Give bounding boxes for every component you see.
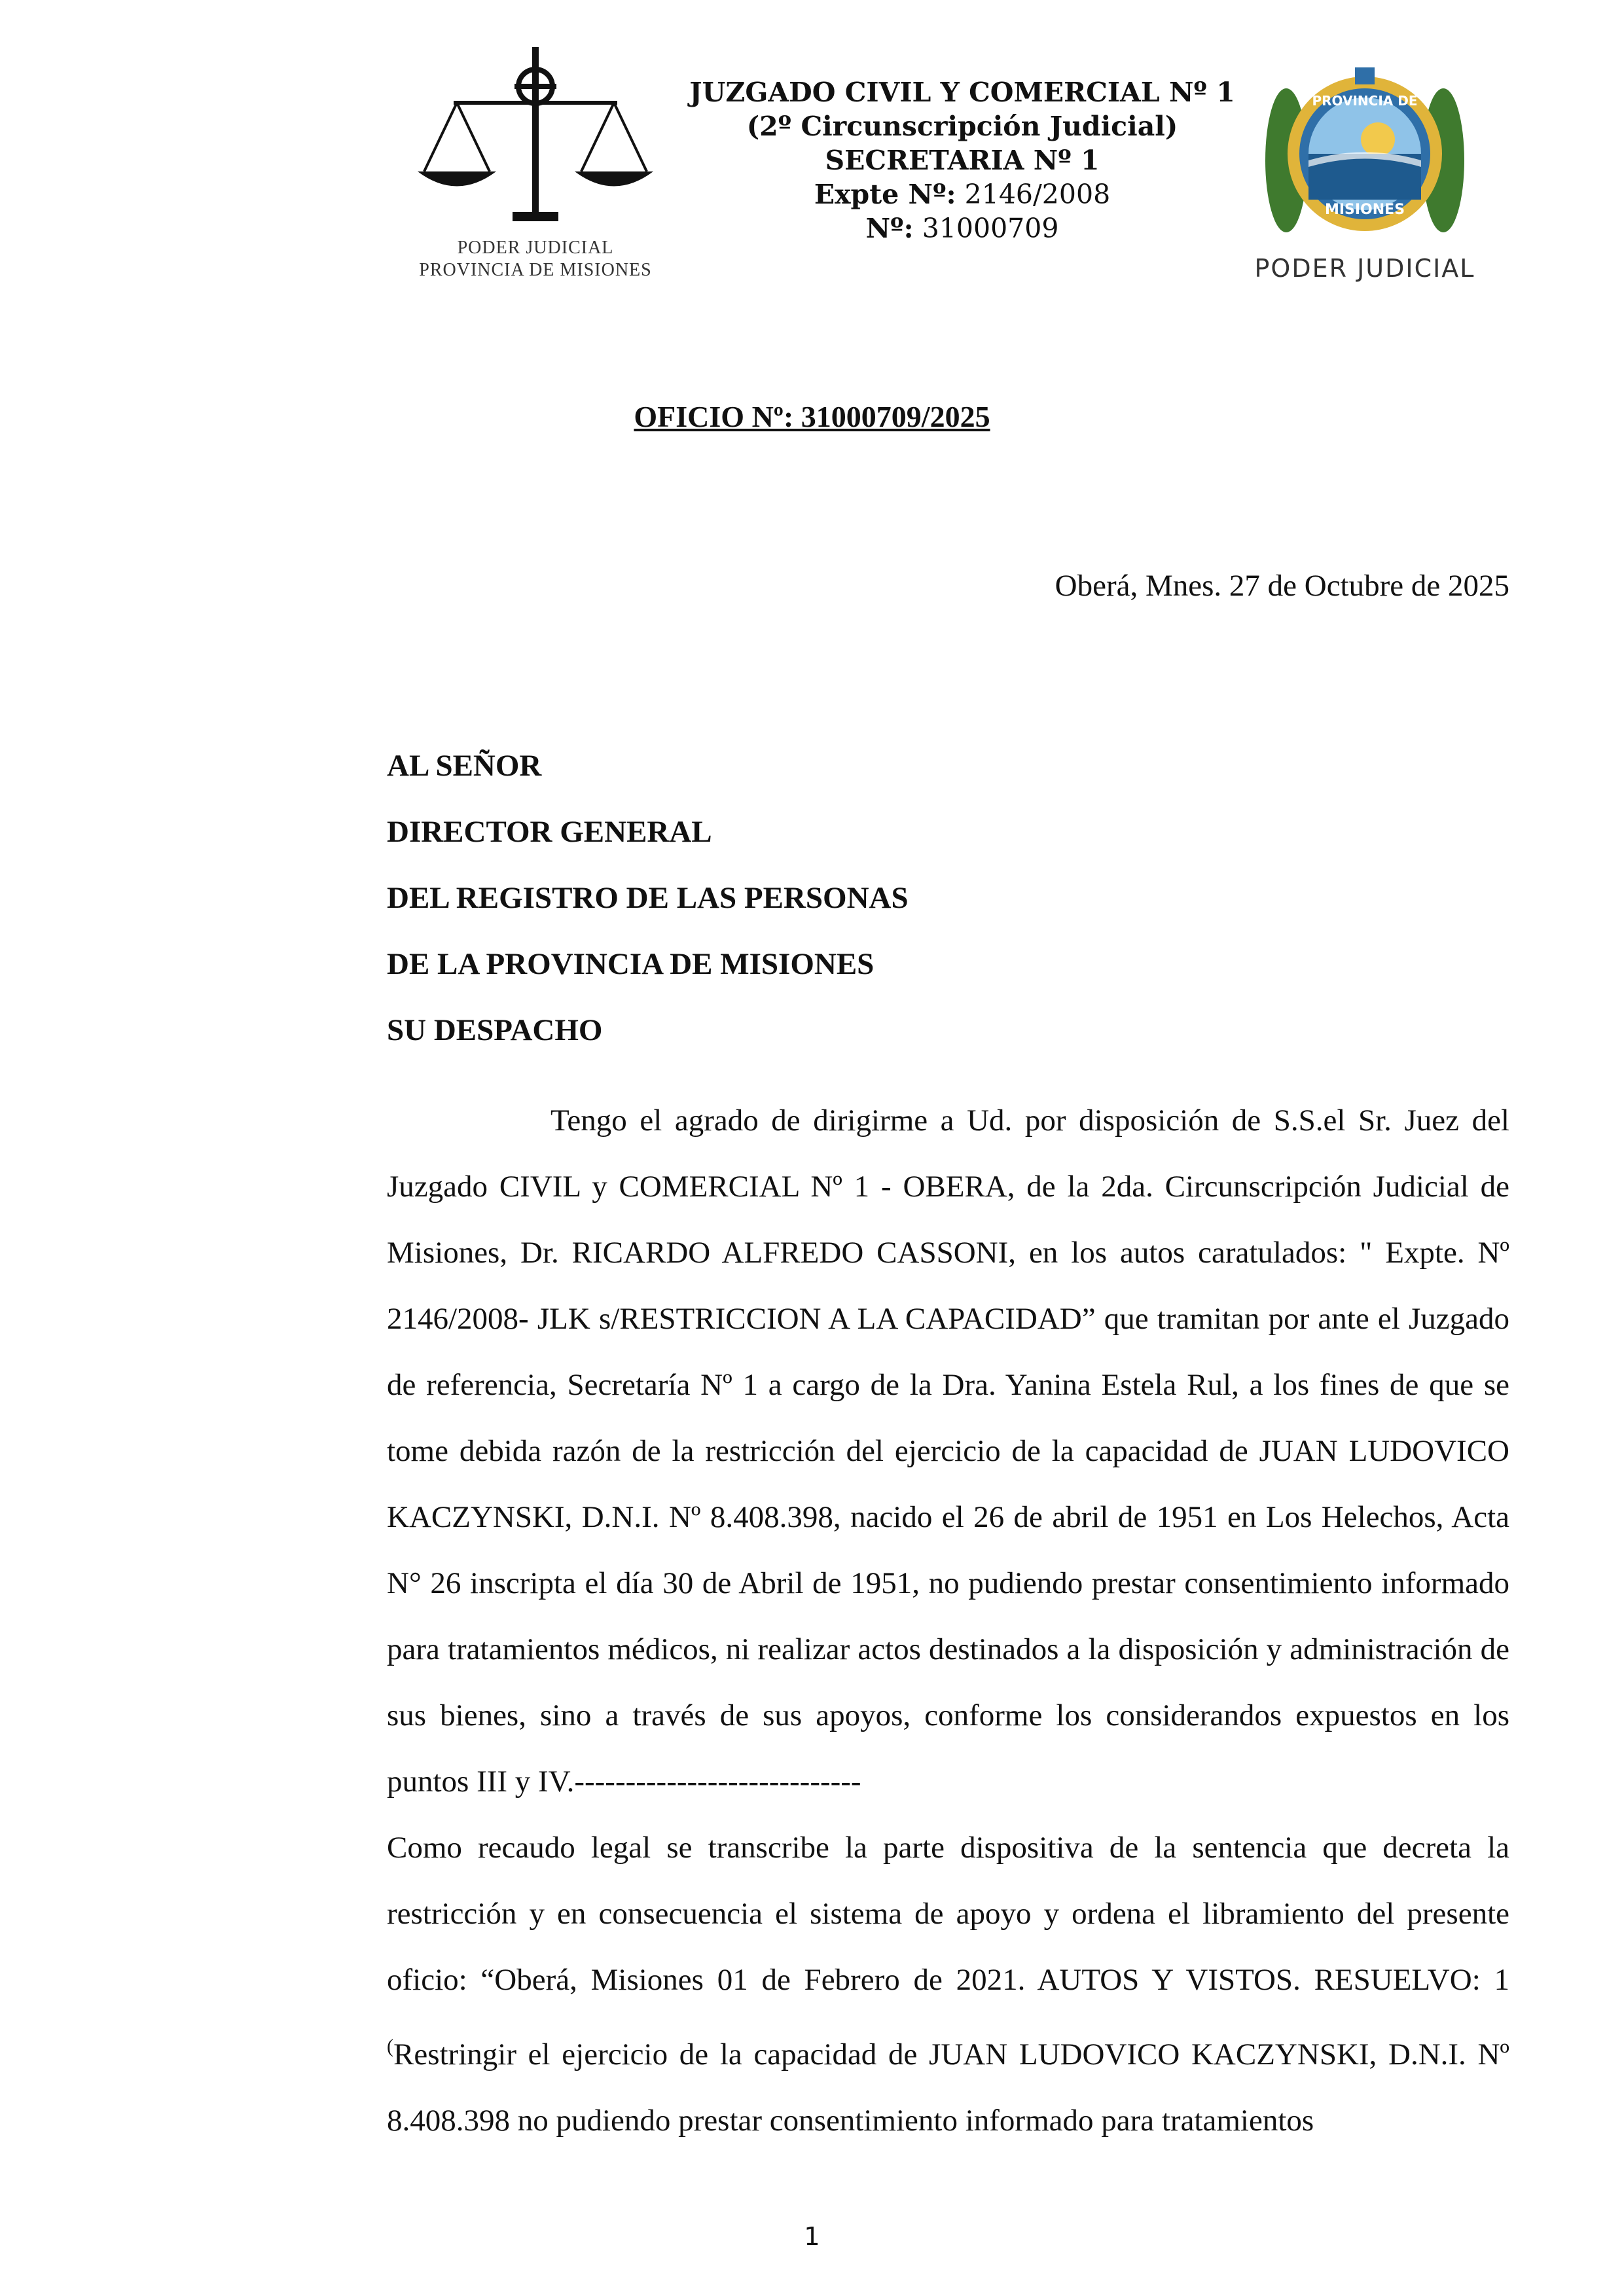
body-paragraph-2-prefix: Como recaudo legal se transcribe la parte dispositiva de la sentencia que decreta la restricción y en consecuencia el sistema de apoyo y ordena el libramiento del presente oficio: “Oberá, Misiones 01 de Febrero de 2021. AUTOS Y VISTOS. RESUELVO: 1 bbox=[387, 1831, 1509, 1997]
number-label: Nº: bbox=[865, 213, 914, 244]
left-logo-caption-1: PODER JUDICIAL bbox=[457, 238, 614, 258]
body-paragraph-2-suffix: Restringir el ejercicio de la capacidad de JUAN LUDOVICO KACZYNSKI, D.N.I. Nº 8.408.398 no pudiendo prestar consentimiento informado para tratamientos bbox=[387, 2037, 1509, 2138]
letter-body bbox=[387, 1088, 1509, 2154]
secretaria: SECRETARIA Nº 1 bbox=[825, 145, 1100, 176]
addressee-line-3: DEL REGISTRO DE LAS PERSONAS bbox=[387, 881, 909, 915]
seal-ring-text-top: PROVINCIA DE bbox=[1312, 93, 1418, 109]
court-name: JUZGADO CIVIL Y COMERCIAL Nº 1 bbox=[689, 77, 1235, 108]
seal-ring-text-bottom: MISIONES bbox=[1324, 202, 1405, 218]
poder-judicial-right-logo bbox=[1240, 62, 1489, 291]
addressee-line-2: DIRECTOR GENERAL bbox=[387, 815, 712, 849]
poder-judicial-left-logo bbox=[398, 41, 673, 289]
addressee-line-5: SU DESPACHO bbox=[387, 1013, 603, 1047]
scales-of-justice-icon bbox=[398, 41, 673, 237]
page-number: 1 bbox=[804, 2222, 820, 2251]
expte-line bbox=[674, 177, 1250, 211]
expte-value: 2146/2008 bbox=[964, 179, 1111, 210]
court-header bbox=[674, 75, 1250, 245]
left-logo-caption-2: PROVINCIA DE MISIONES bbox=[419, 260, 652, 280]
right-logo-caption: PODER JUDICIAL bbox=[1254, 254, 1475, 283]
provincia-misiones-seal-icon bbox=[1240, 62, 1489, 245]
addressee-line-4: DE LA PROVINCIA DE MISIONES bbox=[387, 947, 875, 981]
body-paragraph-1: Tengo el agrado de dirigirme a Ud. por disposición de S.S.el Sr. Juez del Juzgado CIVIL y COMERCIAL Nº 1 - OBERA, de la 2da. Circunscripción Judicial de Misiones, Dr. RICARDO ALFREDO CASSONI, en los autos caratulados: " Expte. Nº 2146/2008- JLK s/RESTRICCION A LA CAPACIDAD” que tramitan por ante el Juzgado de referencia, Secretaría Nº 1 a cargo de la Dra. Yanina Estela Rul, a los fines de que se tome debida razón de la restricción del ejercicio de la capacidad de JUAN LUDOVICO KACZYNSKI, D.N.I. Nº 8.408.398, nacido el 26 de abril de 1951 en Los Helechos, Acta N° 26 inscripta el día 30 de Abril de 1951, no pudiendo prestar consentimiento informado para tratamientos médicos, ni realizar actos destinados a la disposición y administración de sus bienes, sino a través de sus apoyos, conforme los considerandos expuestos en los puntos III y IV.---------------------------- bbox=[387, 1103, 1509, 1799]
addressee-line-1: AL SEÑOR bbox=[387, 749, 542, 783]
oficio-number: OFICIO Nº: 31000709/2025 bbox=[634, 400, 990, 433]
addressee-block bbox=[387, 733, 909, 1064]
number-value: 31000709 bbox=[922, 213, 1059, 244]
body-paragraph-2-mark: ( bbox=[387, 2036, 393, 2057]
date-line: Oberá, Mnes. 27 de Octubre de 2025 bbox=[1055, 569, 1509, 603]
oficio-title bbox=[0, 399, 1624, 434]
circumscription: (2º Circunscripción Judicial) bbox=[746, 111, 1178, 142]
expte-label: Expte Nº: bbox=[814, 179, 956, 210]
number-line bbox=[674, 211, 1250, 245]
body-paragraph-2 bbox=[387, 1815, 1509, 2154]
